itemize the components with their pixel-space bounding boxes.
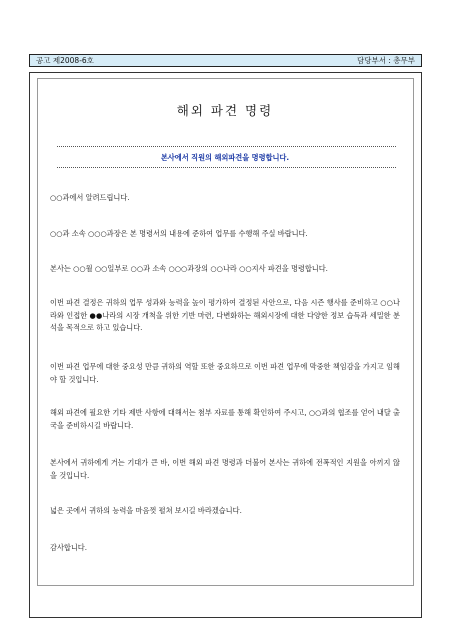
paragraph-3: 본사는 ○○월 ○○일부로 ○○과 소속 ○○○과장의 ○○나라 ○○지사 파견을 명령합니다.: [50, 264, 328, 273]
paragraph-4: 이번 파견 결정은 귀하의 업무 성과와 능력을 높이 평가하여 결정된 사안으로, 다음 시즌 행사를 준비하고 ○○나라와 인접한 ●●나라의 시장 개척을 위한 기반 마련, 다변화하는 해외시장에 대한 다양한 정보 습득과 세밀한 분석을 목적으로 하고 있습니다.: [50, 298, 400, 332]
document-subtitle: 본사에서 직원의 해외파견을 명령합니다.: [160, 153, 290, 162]
department-label: 담당부서 : 총무부: [356, 56, 415, 65]
paragraph-7: 본사에서 귀하에게 거는 기대가 큰 바, 이번 해외 파견 명령과 더불어 본사는 귀하에 전폭적인 지원을 아끼지 않을 것입니다.: [50, 458, 400, 480]
paragraph-1: ○○과에서 알려드립니다.: [50, 193, 130, 202]
subtitle-top-rule: [57, 146, 396, 147]
document-title: 해외 파견 명령: [176, 103, 274, 118]
paragraph-8: 넓은 곳에서 귀하의 능력을 마음껏 펼쳐 보시길 바라겠습니다.: [50, 506, 242, 515]
subtitle-bottom-rule: [57, 167, 396, 168]
paragraph-2: ○○과 소속 ○○○과장은 본 명령서의 내용에 준하여 업무를 수행해 주실 바랍니다.: [50, 229, 308, 238]
paragraph-6: 해외 파견에 필요한 기타 제반 사항에 대해서는 첨부 자료를 통해 확인하여 주시고, ○○과의 협조를 얻어 내달 출국을 준비하시길 바랍니다.: [50, 408, 400, 430]
document-header-bar: [29, 54, 422, 67]
paragraph-5: 이번 파견 업무에 대한 중요성 만큼 귀하의 역할 또한 중요하므로 이번 파견 업무에 막중한 책임감을 가지고 임해야 할 것입니다.: [50, 362, 400, 384]
notice-number: 공고 제2008-6호: [36, 56, 94, 65]
paragraph-9: 감사합니다.: [50, 543, 88, 552]
